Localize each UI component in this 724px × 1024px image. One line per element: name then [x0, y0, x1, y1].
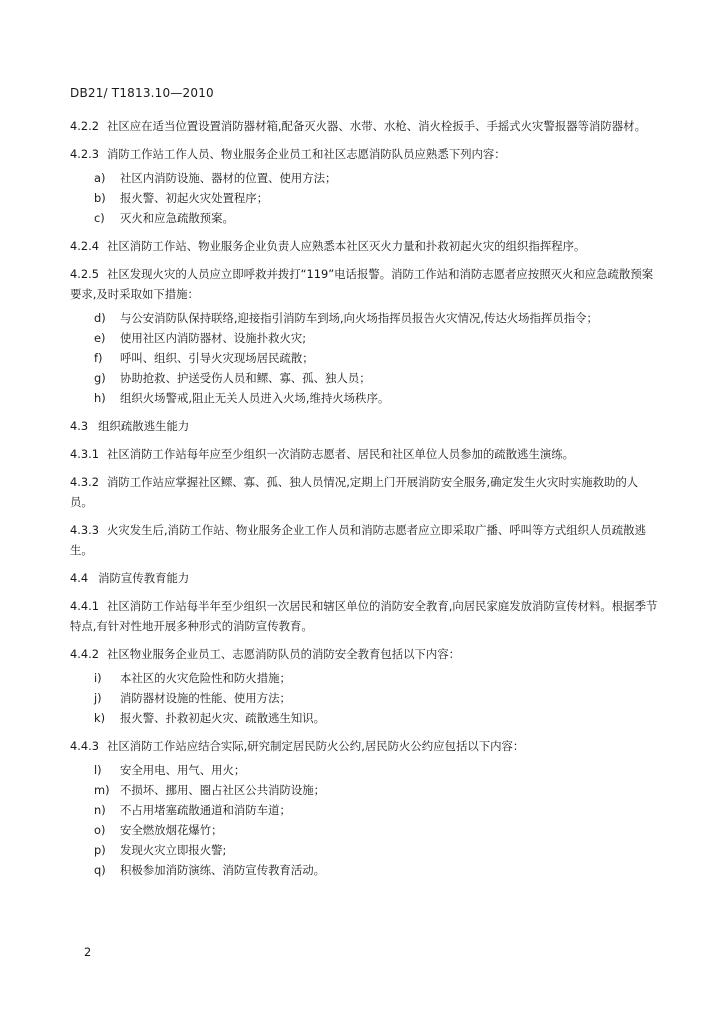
section-heading: [70, 416, 660, 436]
clause-text: 社区应在适当位置设置消防器材箱,配备灭火器、水带、水枪、消火栓扳手、手摇式火灾警报器等消防器材。: [106, 119, 646, 133]
list-item-text: 协助抢救、护送受伤人员和鳏、寡、孤、独人员；: [120, 371, 371, 385]
list-item: [70, 800, 660, 820]
list-item-marker: e): [94, 331, 106, 345]
item-list: [70, 760, 660, 880]
list-item: [70, 688, 660, 708]
list-item: [70, 168, 660, 188]
clause-number: 4.4.3: [70, 739, 99, 753]
list-item-marker: d): [94, 311, 106, 325]
clause-paragraph: [70, 520, 660, 560]
list-item-text: 发现火灾立即报火警;: [120, 843, 227, 857]
list-item-text: 组织火场警戒,阻止无关人员进入火场,维持火场秩序。: [120, 391, 390, 405]
list-item: [70, 308, 660, 328]
list-item: [70, 708, 660, 728]
clause-text: 社区发现火灾的人员应立即呼救并拨打“119”电话报警。消防工作站和消防志愿者应按照灭火和应急疏散预案要求,及时采取如下措施：: [70, 267, 654, 301]
list-item-marker: q): [94, 863, 106, 877]
section-title: 组织疏散逃生能力: [98, 419, 190, 433]
clause-paragraph: [70, 116, 660, 136]
list-item-marker: a): [94, 171, 106, 185]
clause-text: 火灾发生后,消防工作站、物业服务企业工作人员和消防志愿者应立即采取广播、呼叫等方式组织人员疏散逃生。: [70, 523, 646, 557]
clause-number: 4.4: [70, 571, 89, 585]
clause-number: 4.2.2: [70, 119, 99, 133]
list-item-marker: m): [94, 783, 110, 797]
item-list: [70, 668, 660, 728]
clause-number: 4.2.5: [70, 267, 99, 281]
clause-paragraph: [70, 444, 660, 464]
list-item: [70, 208, 660, 228]
standard-code-header: DB21/ T1813.10—2010: [70, 86, 214, 100]
clause-number: 4.3.2: [70, 475, 99, 489]
list-item: [70, 820, 660, 840]
list-item: [70, 368, 660, 388]
list-item-marker: b): [94, 191, 106, 205]
clause-paragraph: [70, 644, 660, 664]
list-item-text: 不损坏、挪用、圈占社区公共消防设施；: [120, 783, 326, 797]
list-item-text: 积极参加消防演练、消防宣传教育活动。: [120, 863, 326, 877]
list-item: [70, 860, 660, 880]
list-item-text: 不占用堵塞疏散通道和消防车道；: [120, 803, 291, 817]
document-body: [70, 116, 660, 888]
list-item-marker: l): [94, 763, 102, 777]
list-item: [70, 668, 660, 688]
clause-number: 4.2.3: [70, 147, 99, 161]
section-heading: [70, 568, 660, 588]
clause-paragraph: [70, 264, 660, 304]
list-item-marker: n): [94, 803, 106, 817]
list-item: [70, 388, 660, 408]
list-item: [70, 328, 660, 348]
clause-number: 4.2.4: [70, 239, 99, 253]
list-item-marker: k): [94, 711, 106, 725]
list-item: [70, 780, 660, 800]
clause-text: 社区消防工作站、物业服务企业负责人应熟悉本社区灭火力量和扑救初起火灾的组织指挥程序。: [106, 239, 586, 253]
clause-number: 4.4.1: [70, 599, 99, 613]
list-item-text: 使用社区内消防器材、设施扑救火灾;: [120, 331, 307, 345]
list-item-text: 报火警、扑救初起火灾、疏散逃生知识。: [120, 711, 326, 725]
item-list: [70, 308, 660, 408]
list-item-marker: p): [94, 843, 106, 857]
clause-paragraph: [70, 144, 660, 164]
list-item-text: 安全用电、用气、用火；: [120, 763, 246, 777]
list-item-marker: j): [94, 691, 102, 705]
list-item-text: 本社区的火灾危险性和防火措施；: [120, 671, 291, 685]
list-item-text: 报火警、初起火灾处置程序；: [120, 191, 269, 205]
clause-text: 消防工作站工作人员、物业服务企业员工和社区志愿消防队员应熟悉下列内容：: [106, 147, 506, 161]
clause-number: 4.3.3: [70, 523, 99, 537]
clause-number: 4.3: [70, 419, 89, 433]
list-item: [70, 840, 660, 860]
clause-text: 消防工作站应掌握社区鳏、寡、孤、独人员情况,定期上门开展消防安全服务,确定发生火灾时实施救助的人员。: [70, 475, 639, 509]
page-number: 2: [84, 945, 92, 959]
section-title: 消防宣传教育能力: [98, 571, 190, 585]
list-item-marker: c): [94, 211, 105, 225]
list-item-marker: f): [94, 351, 103, 365]
clause-paragraph: [70, 472, 660, 512]
list-item-text: 灭火和应急疏散预案。: [120, 211, 234, 225]
list-item-text: 与公安消防队保持联络,迎接指引消防车到场,向火场指挥员报告火灾情况,传达火场指挥员指令；: [120, 311, 598, 325]
clause-text: 社区消防工作站每年应至少组织一次消防志愿者、居民和社区单位人员参加的疏散逃生演练。: [106, 447, 575, 461]
list-item-text: 呼叫、组织、引导火灾现场居民疏散；: [120, 351, 314, 365]
clause-text: 社区消防工作站每半年至少组织一次居民和辖区单位的消防安全教育,向居民家庭发放消防宣传材料。根据季节特点,有针对性地开展多种形式的消防宣传教育。: [70, 599, 658, 633]
list-item-marker: o): [94, 823, 106, 837]
list-item-marker: g): [94, 371, 106, 385]
clause-number: 4.3.1: [70, 447, 99, 461]
clause-text: 社区消防工作站应结合实际,研究制定居民防火公约,居民防火公约应包括以下内容：: [106, 739, 525, 753]
list-item-text: 消防器材设施的性能、使用方法；: [120, 691, 291, 705]
clause-paragraph: [70, 736, 660, 756]
list-item: [70, 760, 660, 780]
list-item: [70, 188, 660, 208]
clause-paragraph: [70, 596, 660, 636]
list-item: [70, 348, 660, 368]
item-list: [70, 168, 660, 228]
clause-number: 4.4.2: [70, 647, 99, 661]
clause-paragraph: [70, 236, 660, 256]
list-item-text: 安全燃放烟花爆竹；: [120, 823, 223, 837]
clause-text: 社区物业服务企业员工、志愿消防队员的消防安全教育包括以下内容：: [106, 647, 461, 661]
list-item-marker: i): [94, 671, 102, 685]
list-item-text: 社区内消防设施、器材的位置、使用方法；: [120, 171, 337, 185]
list-item-marker: h): [94, 391, 106, 405]
